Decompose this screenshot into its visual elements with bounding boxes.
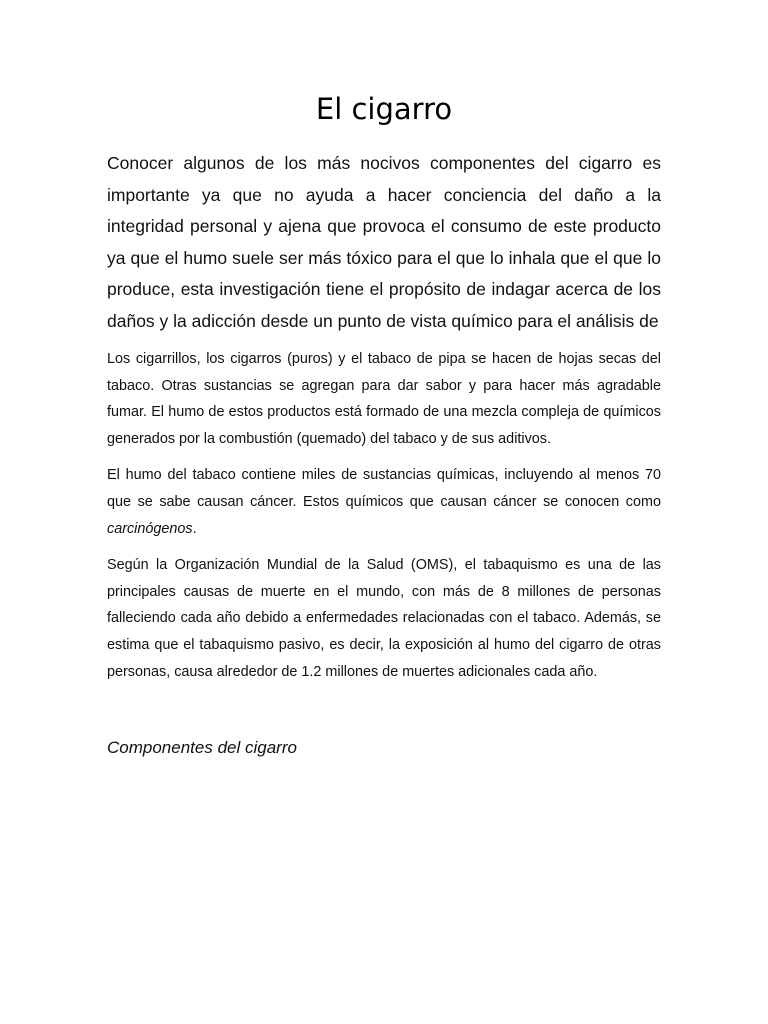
document-title: El cigarro (315, 92, 453, 126)
carcinogens-term: carcinógenos (107, 520, 193, 537)
document-page (107, 88, 661, 761)
paragraph-chemicals-end: . (192, 520, 197, 537)
paragraph-chemicals (107, 462, 661, 542)
paragraph-tobacco-products: Los cigarrillos, los cigarros (puros) y el tabaco de pipa se hacen de hojas secas del tabaco. Otras sustancias se agregan para dar sabor y para hacer más agradable fumar. El humo de estos productos está formado de una mezcla compleja de químicos generados por la combustión (quemado) del tabaco y de sus aditivos. (107, 351, 661, 447)
intro-paragraph: Conocer algunos de los más nocivos componentes del cigarro es importante ya que no ayuda a hacer conciencia del daño a la integridad personal y ajena que provoca el consumo de este producto ya que el humo suele ser más tóxico para el que lo inhala que el que lo produce, esta investigación tiene el propósito de indagar acerca de los daños y la adicción desde un punto de vista químico para el análisis de (107, 153, 661, 331)
paragraph-who-statistics: Según la Organización Mundial de la Salud (OMS), el tabaquismo es una de las principales causas de muerte en el mundo, con más de 8 millones de personas falleciendo cada año debido a enfermedades relacionadas con el tabaco. Además, se estima que el tabaquismo pasivo, es decir, la exposición al humo del cigarro de otras personas, causa alrededor de 1.2 millones de muertes adicionales cada año. (107, 557, 661, 680)
section-heading-components: Componentes del cigarro (107, 738, 297, 758)
paragraph-chemicals-text: El humo del tabaco contiene miles de sustancias químicas, incluyendo al menos 70 que se sabe causan cáncer. Estos químicos que causan cáncer se conocen como (107, 467, 661, 510)
